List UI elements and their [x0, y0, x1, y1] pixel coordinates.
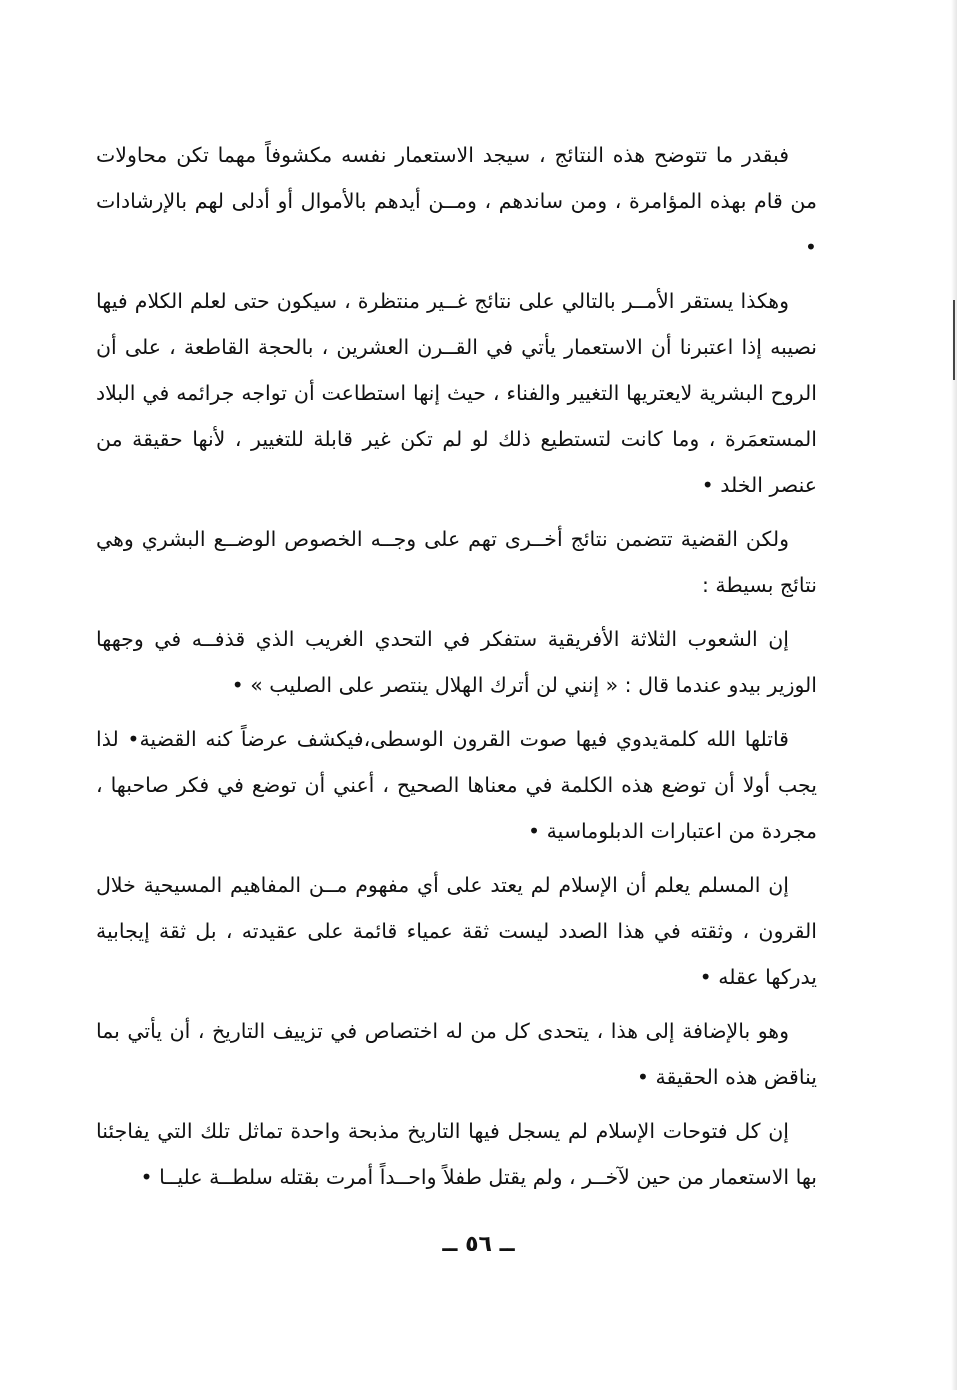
paragraph-3: ولكن القضية تتضمن نتائج أخــرى تهم على وجــه الخصوص الوضــع البشري وهي نتائج بسيطة : — [96, 527, 817, 597]
paragraph-8: إن كل فتوحات الإسلام لم يسجل فيها التاريخ مذبحة واحدة تماثل تلك التي يفاجئنا بها الاستعمار من حين لآخــر ، ولم يقتل طفلاً واحــداً أمرت بقتله سلطــة عليــا • — [96, 1119, 817, 1189]
paragraph-6: إن المسلم يعلم أن الإسلام لم يعتد على أي مفهوم مــن المفاهيم المسيحية خلال القرون ، وثقته في هذا الصدد ليست ثقة عمياء قائمة على عقيدته ، بل ثقة إيجابية يدركها عقله • — [96, 873, 817, 989]
paragraph-5: قاتلها الله كلمةيدوي فيها صوت القرون الوسطى،فيكشف عرضاً كنه القضية• لذا يجب أولا أن توضع هذه الكلمة في معناها الصحيح ، أعني أن توضع في فكر صاحبها ، مجردة من اعتبارات الدبلوماسية • — [96, 727, 817, 843]
scan-edge — [951, 0, 957, 1390]
paragraph-4: إن الشعوب الثلاثة الأفريقية ستفكر في التحدي الغريب الذي قذفــه في وجهها الوزير بيدو عندما قال : « إنني لن أترك الهلال ينتصر على الصليب » • — [96, 627, 817, 697]
scan-mark — [953, 300, 955, 380]
document-body — [96, 132, 817, 1208]
page-number: ــ ٥٦ ــ — [442, 1232, 515, 1257]
paragraph-7: وهو بالإضافة إلى هذا ، يتحدى كل من له اختصاص في تزييف التاريخ ، أن يأتي بما يناقض هذه الحقيقة • — [96, 1019, 817, 1089]
paragraph-1: فبقدر ما تتوضح هذه النتائج ، سيجد الاستعمار نفسه مكشوفاً مهما تكن محاولات من قام بهذه المؤامرة ، ومن ساندهم ، ومــن أيدهم بالأموال أو أدلى لهم بالإرشادات • — [96, 143, 817, 259]
paragraph-2: وهكذا يستقر الأمــر بالتالي على نتائج غــير منتظرة ، سيكون حتى لعلم الكلام فيها نصيبه إذا اعتبرنا أن الاستعمار يأتي في القــرن العشرين ، بالحجة القاطعة ، على أن الروح البشرية لايعتريها التغيير والفناء ، حيث إنها استطاعت أن تواجه جرائمه في البلاد المستعمَرة ، وما كانت لتستطيع ذلك لو لم تكن غير قابلة للتغيير ، لأنها حقيقة من عنصر الخلد • — [96, 289, 817, 497]
